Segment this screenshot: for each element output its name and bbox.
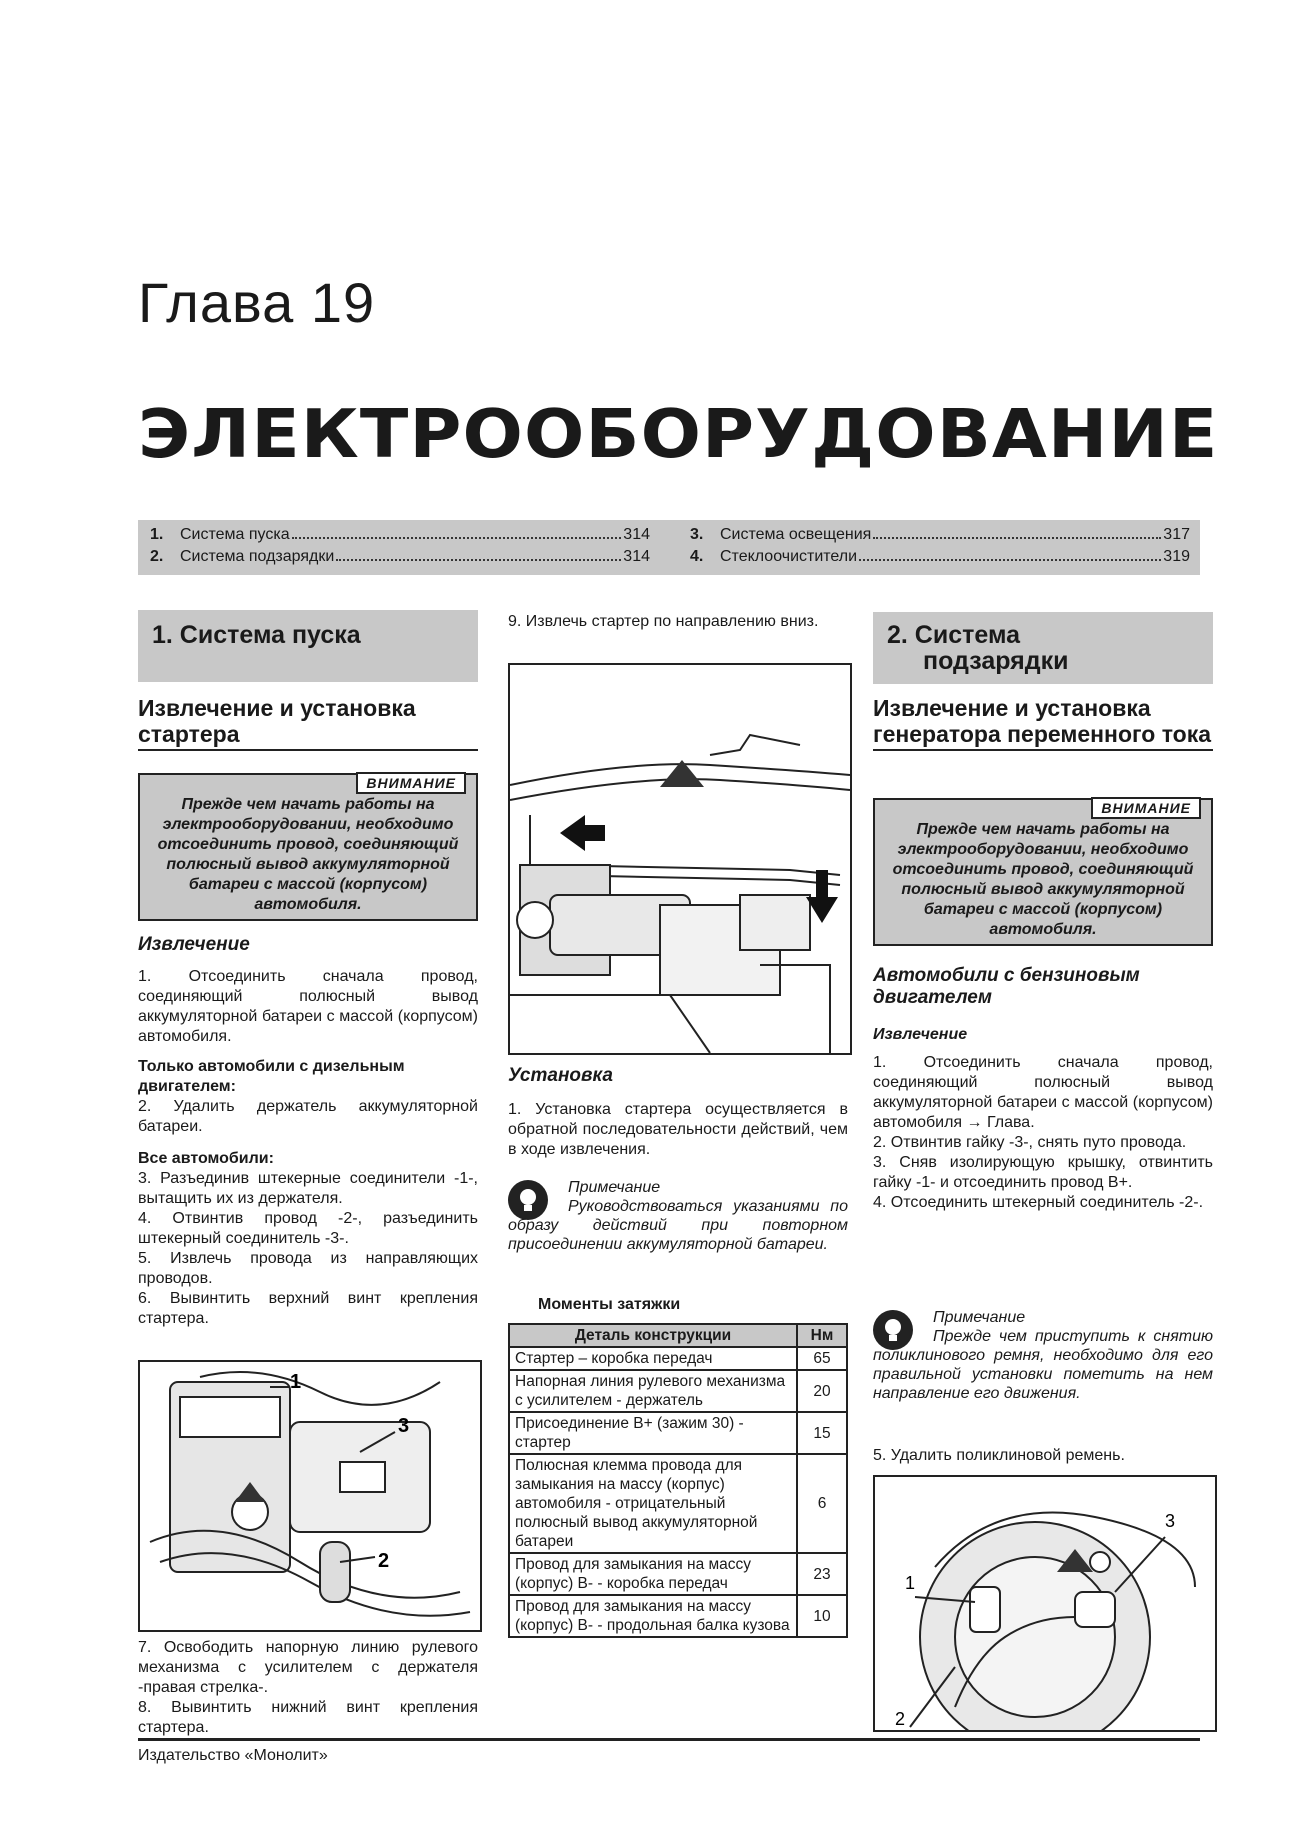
chapter-number: Глава 19 bbox=[138, 271, 376, 334]
step-3: 3. Сняв изолирующую крышку, отвинтить гайку -1- и отсоединить провод В+. bbox=[873, 1154, 1213, 1191]
toc-page: 314 bbox=[623, 548, 650, 565]
cell-nm: 23 bbox=[797, 1553, 847, 1595]
toc-leader bbox=[859, 559, 1161, 561]
table-row bbox=[509, 1370, 847, 1412]
toc-item[interactable] bbox=[690, 548, 1190, 566]
step-9: 9. Извлечь стартер по направлению вниз. bbox=[508, 613, 819, 630]
torque-table bbox=[508, 1323, 848, 1638]
toc-num: 4. bbox=[690, 548, 704, 565]
table-row bbox=[509, 1595, 847, 1637]
toc-label: Стеклоочистители bbox=[720, 548, 858, 565]
table-row bbox=[509, 1347, 847, 1370]
callout-1: 1 bbox=[290, 1371, 302, 1393]
callout-1: 1 bbox=[905, 1573, 916, 1593]
installation-heading: Установка bbox=[508, 1065, 613, 1086]
cell-part: Напорная линия рулевого механизма с усилителем - держатель bbox=[509, 1370, 797, 1412]
step-7: 7. Освободить напорную линию рулевого механизма с усилителем с держателя -правая стрелка-. bbox=[138, 1639, 478, 1696]
note-text: Руководствоваться указаниями по образу действий при повторном присоединении аккумуляторной батареи. bbox=[508, 1198, 848, 1253]
installation-text: 1. Установка стартера осуществляется в обратной последовательности действий, чем в ходе извлечения. bbox=[508, 1101, 848, 1158]
alternator-illustration bbox=[875, 1477, 1215, 1730]
cell-nm: 15 bbox=[797, 1412, 847, 1454]
subsection-heading: Извлечение и установка генератора переменного тока bbox=[873, 695, 1213, 751]
warning-text: Прежде чем начать работы на электрооборудовании, необходимо отсоединить провод, соединяющий полюсный вывод аккумуляторной батареи с массой (корпусом) автомобиля. bbox=[892, 821, 1194, 938]
diesel-heading: Только автомобили с дизельным двигателем: bbox=[138, 1058, 405, 1095]
petrol-heading: Автомобили с бензиновым двигателем bbox=[873, 965, 1140, 1008]
starter-removal-figure bbox=[508, 663, 852, 1055]
note-block bbox=[508, 1178, 848, 1254]
toc-page: 317 bbox=[1163, 526, 1190, 543]
cell-part: Присоединение В+ (зажим 30) - стартер bbox=[509, 1412, 797, 1454]
cell-nm: 6 bbox=[797, 1454, 847, 1553]
torque-heading: Моменты затяжки bbox=[538, 1296, 681, 1313]
engine-illustration bbox=[140, 1362, 480, 1630]
section-heading-starting-system: 1. Система пуска bbox=[138, 610, 478, 682]
callout-3: 3 bbox=[1165, 1511, 1176, 1531]
cell-nm: 10 bbox=[797, 1595, 847, 1637]
petrol-block bbox=[873, 965, 1213, 1213]
arrow-left-indicator bbox=[560, 815, 605, 851]
publisher-name: Издательство «Монолит» bbox=[138, 1747, 328, 1764]
step-4: 4. Отсоединить штекерный соединитель -2-. bbox=[873, 1194, 1204, 1211]
toc-page: 319 bbox=[1163, 548, 1190, 565]
toc-leader bbox=[873, 537, 1161, 539]
warning-box bbox=[138, 773, 478, 921]
starter-connectors-figure bbox=[138, 1360, 482, 1632]
step-6: 6. Вывинтить верхний винт крепления стартера. bbox=[138, 1290, 478, 1327]
step-4: 4. Отвинтив провод -2-, разъединить штекерный соединитель -3-. bbox=[138, 1210, 478, 1247]
table-row bbox=[509, 1454, 847, 1553]
removal-heading: Извлечение bbox=[138, 934, 250, 955]
note-label: Примечание bbox=[933, 1309, 1026, 1326]
step-1: 1. Отсоединить сначала провод, соединяющий полюсный вывод аккумуляторной батареи с массой (корпусом) автомобиля → Глава. bbox=[873, 1054, 1213, 1131]
toc-num: 1. bbox=[150, 526, 164, 543]
starter-illustration bbox=[510, 665, 850, 1053]
publisher-footer bbox=[138, 1738, 1200, 1765]
toc-label: Система подзарядки bbox=[180, 548, 335, 565]
section-heading-line1: 2. Система bbox=[887, 621, 1021, 649]
step-5: 5. Извлечь провода из направляющих проводов. bbox=[138, 1250, 478, 1287]
toc-num: 3. bbox=[690, 526, 704, 543]
step-1: 1. Отсоединить сначала провод, соединяющий полюсный вывод аккумуляторной батареи с массой (корпусом) автомобиля. bbox=[138, 968, 478, 1045]
toc-label: Система освещения bbox=[720, 526, 872, 543]
warning-tag: ВНИМАНИЕ bbox=[356, 772, 466, 794]
cell-nm: 65 bbox=[797, 1347, 847, 1370]
toc-leader bbox=[292, 537, 622, 539]
installation-block bbox=[508, 1066, 848, 1160]
toc-item[interactable] bbox=[690, 526, 1190, 544]
removal-heading: Извлечение bbox=[873, 1026, 968, 1043]
cell-nm: 20 bbox=[797, 1370, 847, 1412]
toc-leader bbox=[336, 559, 621, 561]
callout-2: 2 bbox=[895, 1709, 906, 1729]
alternator-figure bbox=[873, 1475, 1217, 1732]
callout-3: 3 bbox=[398, 1415, 410, 1437]
cell-part: Стартер – коробка передач bbox=[509, 1347, 797, 1370]
toc-page: 314 bbox=[623, 526, 650, 543]
col-header-nm: Нм bbox=[797, 1324, 847, 1347]
torque-table-wrap bbox=[508, 1323, 848, 1638]
step-8: 8. Вывинтить нижний винт крепления стартера. bbox=[138, 1699, 478, 1736]
removal-text-block bbox=[138, 935, 478, 1329]
warning-text: Прежде чем начать работы на электрооборудовании, необходимо отсоединить провод, соединяющий полюсный вывод аккумуляторной батареи с массой (корпусом) автомобиля. bbox=[157, 796, 459, 913]
warning-box bbox=[873, 798, 1213, 946]
step-3: 3. Разъединив штекерные соединители -1-, вытащить их из держателя. bbox=[138, 1170, 478, 1207]
toc-item[interactable] bbox=[150, 526, 650, 544]
cell-part: Провод для замыкания на массу (корпус) В- - коробка передач bbox=[509, 1553, 797, 1595]
steps-7-8 bbox=[138, 1638, 478, 1738]
note-block bbox=[873, 1308, 1213, 1403]
section-heading-line2: подзарядки bbox=[923, 647, 1069, 675]
step-5: 5. Удалить поликлиновой ремень. bbox=[873, 1447, 1125, 1464]
warning-tag: ВНИМАНИЕ bbox=[1091, 797, 1201, 819]
subsection-heading: Извлечение и установка стартера bbox=[138, 695, 478, 751]
note-label: Примечание bbox=[568, 1179, 661, 1196]
cell-part: Полюсная клемма провода для замыкания на массу (корпус) автомобиля - отрицательный полюсный вывод аккумуляторной батареи bbox=[509, 1454, 797, 1553]
cell-part: Провод для замыкания на массу (корпус) В- - продольная балка кузова bbox=[509, 1595, 797, 1637]
table-header-row bbox=[509, 1324, 847, 1347]
toc-item[interactable] bbox=[150, 548, 650, 566]
table-row bbox=[509, 1553, 847, 1595]
callout-2: 2 bbox=[378, 1550, 390, 1572]
section-heading-charging-system bbox=[873, 612, 1213, 684]
chapter-title: ЭЛЕКТРООБОРУДОВАНИЕ bbox=[138, 395, 1219, 473]
all-cars-heading: Все автомобили: bbox=[138, 1150, 274, 1167]
toc-label: Система пуска bbox=[180, 526, 290, 543]
step-2: 2. Отвинтив гайку -3-, снять путо провода. bbox=[873, 1134, 1187, 1151]
step-2: 2. Удалить держатель аккумуляторной батареи. bbox=[138, 1098, 478, 1135]
table-of-contents bbox=[138, 520, 1200, 575]
table-row bbox=[509, 1412, 847, 1454]
note-text: Прежде чем приступить к снятию поликлинового ремня, необходимо для его правильной установки пометить на нем направление его движения. bbox=[873, 1328, 1213, 1402]
toc-num: 2. bbox=[150, 548, 164, 565]
col-header-part: Деталь конструкции bbox=[509, 1324, 797, 1347]
